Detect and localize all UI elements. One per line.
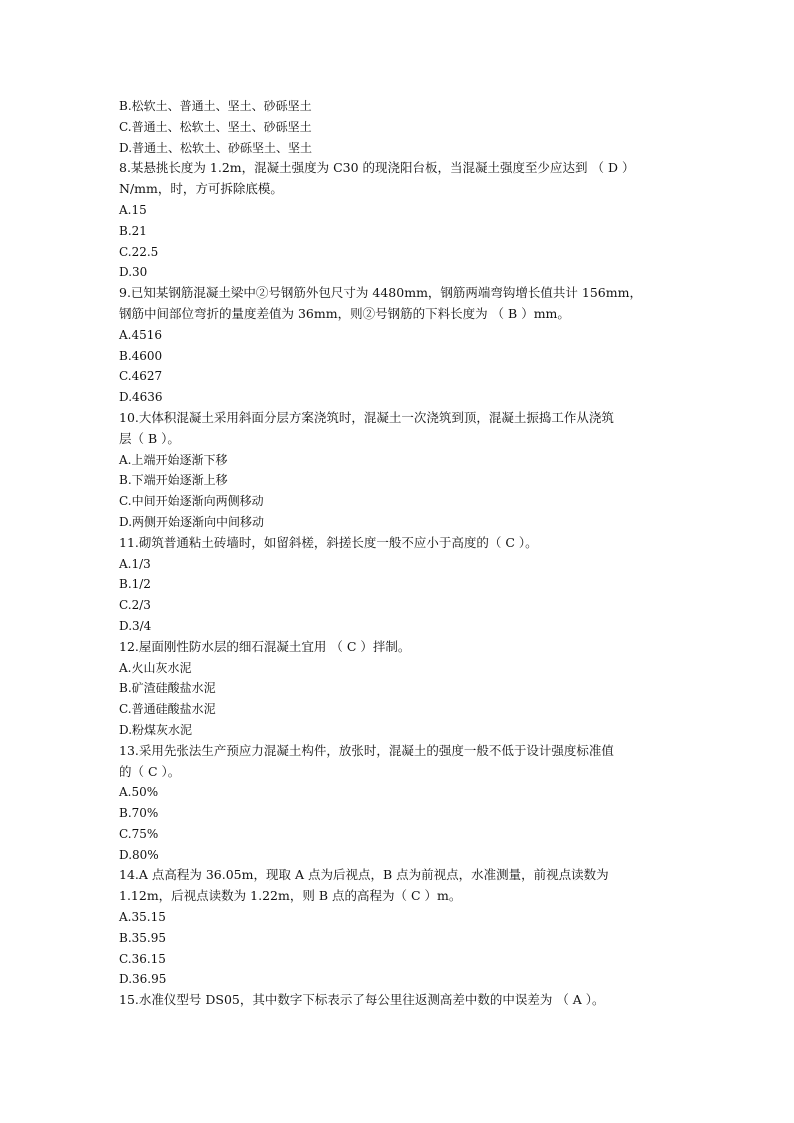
answer-option-line: A.1/3 — [119, 556, 151, 571]
answer-option-line: A.15 — [119, 202, 147, 217]
question-text-line: 14.A 点高程为 36.05m，现取 A 点为后视点，B 点为前视点，水准测量，前视点读数为 — [119, 867, 609, 883]
answer-option-line: D.两侧开始逐渐向中间移动 — [119, 514, 265, 529]
answer-option-line: B.松软土、普通土、坚土、砂砾坚土 — [119, 99, 312, 113]
question-text-line: 钢筋中间部位弯折的量度差值为 36mm，则②号钢筋的下料长度为 （ B ）mm。 — [119, 305, 570, 321]
answer-option-line: D.3/4 — [119, 618, 152, 633]
question-text-line: 10.大体积混凝土采用斜面分层方案浇筑时，混凝土一次浇筑到顶，混凝土振捣工作从浇筑 — [119, 409, 614, 425]
question-text-line: N/mm，时，方可拆除底模。 — [119, 181, 283, 197]
answer-option-line: B.矿渣硅酸盐水泥 — [119, 681, 216, 696]
question-text-line: 12.屋面刚性防水层的细石混凝土宜用 （ C ）拌制。 — [119, 638, 411, 654]
answer-option-line: C.中间开始逐渐向两侧移动 — [119, 494, 264, 509]
answer-option-line: D.30 — [119, 265, 148, 280]
answer-option-line: B.35.95 — [119, 930, 166, 945]
question-text-line: 15.水准仪型号 DS05，其中数字下标表示了每公里往返测高差中数的中误差为 （ A ）。 — [119, 992, 605, 1008]
answer-option-line: B.1/2 — [119, 577, 151, 592]
answer-option-line: C.2/3 — [119, 598, 151, 613]
answer-option-line: C.4627 — [119, 369, 163, 384]
answer-option-line: B.下端开始逐渐上移 — [119, 473, 228, 488]
document-page — [119, 96, 679, 1011]
answer-option-line: D.80% — [119, 847, 159, 862]
question-text-line: 的（ C ）。 — [119, 763, 181, 779]
answer-option-line: D.粉煤灰水泥 — [119, 722, 193, 737]
answer-option-line: A.50% — [119, 785, 159, 800]
answer-option-line: C.75% — [119, 826, 159, 841]
question-text-line: 1.12m，后视点读数为 1.22m，则 B 点的高程为（ C ）m。 — [119, 888, 462, 904]
question-text-line: 8.某悬挑长度为 1.2m，混凝土强度为 C30 的现浇阳台板，当混凝土强度至少应达到 （ D ） — [119, 160, 635, 176]
answer-option-line: C.22.5 — [119, 244, 159, 259]
answer-option-line: A.火山灰水泥 — [119, 660, 192, 675]
answer-option-line: C.普通土、松软土、坚土、砂砾坚土 — [119, 119, 312, 134]
answer-option-line: B.4600 — [119, 348, 163, 363]
answer-option-line: D.36.95 — [119, 972, 167, 987]
answer-option-line: B.21 — [119, 223, 147, 238]
answer-option-line: A.4516 — [119, 327, 163, 342]
answer-option-line: A.上端开始逐渐下移 — [119, 452, 228, 467]
question-text-line: 9.已知某钢筋混凝土梁中②号钢筋外包尺寸为 4480mm，钢筋两端弯钩增长值共计 156mm， — [119, 285, 642, 301]
answer-option-line: D.4636 — [119, 390, 163, 405]
question-text-line: 13.采用先张法生产预应力混凝土构件，放张时，混凝土的强度一般不低于设计强度标准值 — [119, 742, 614, 758]
answer-option-line: C.普通硅酸盐水泥 — [119, 702, 216, 717]
answer-option-line: A.35.15 — [119, 910, 166, 925]
answer-option-line: D.普通土、松软土、砂砾坚土、坚土 — [119, 140, 313, 155]
question-text-line: 11.砌筑普通粘土砖墙时，如留斜槎，斜搓长度一般不应小于高度的（ C ）。 — [119, 534, 538, 550]
answer-option-line: B.70% — [119, 806, 159, 821]
question-text-line: 层（ B ）。 — [119, 430, 180, 446]
answer-option-line: C.36.15 — [119, 951, 166, 966]
